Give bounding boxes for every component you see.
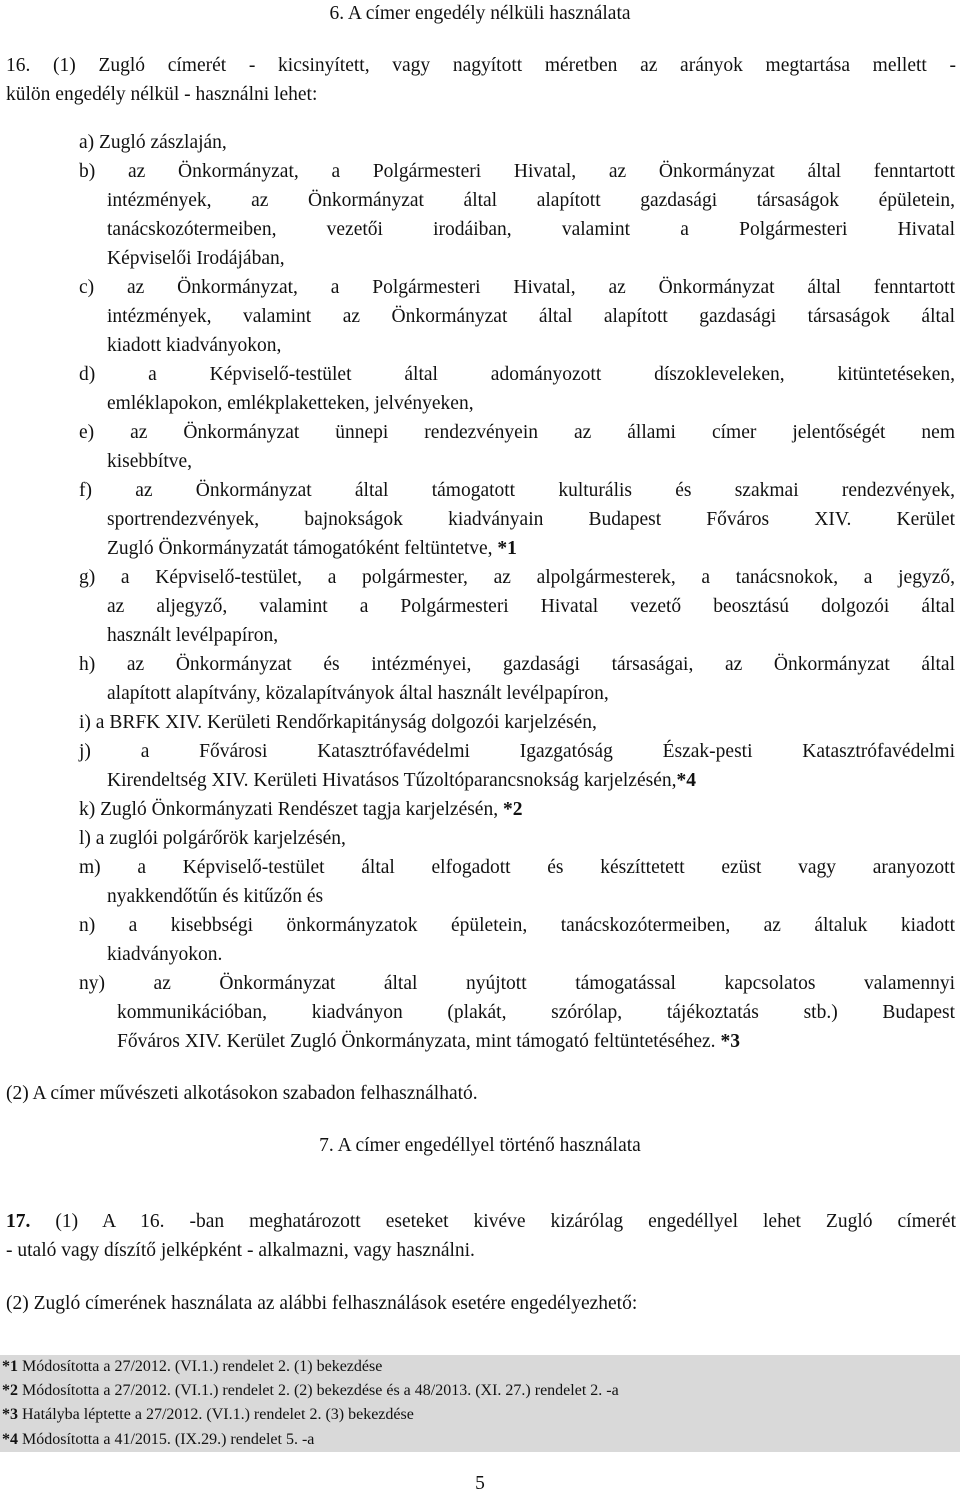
list-item-m-line2: nyakkendőtűn és kitűzőn és: [107, 886, 324, 907]
footnote-mark: *2: [2, 1382, 18, 1400]
list-item-f-line3-text: Zugló Önkormányzatát támogatóként feltüntetve,: [107, 538, 498, 559]
list-item-g-line3: használt levélpapíron,: [107, 625, 279, 646]
list-item-f-line1: f) az Önkormányzat által támogatott kulturális és szakmai rendezvények,: [79, 480, 955, 501]
list-item-c-line2: intézmények, valamint az Önkormányzat által alapított gazdasági társaságok által: [107, 306, 955, 327]
footnote-ref-4[interactable]: *4: [676, 770, 696, 791]
list-item-h-line2: alapított alapítvány, közalapítványok által használt levélpapíron,: [107, 683, 609, 704]
list-item-k-text: k) Zugló Önkormányzati Rendészet tagja karjelzésén,: [79, 799, 503, 820]
list-item-m-line1: m) a Képviselő-testület által elfogadott és készíttetett ezüst vagy aranyozott: [79, 857, 955, 878]
footnote-mark: *4: [2, 1430, 18, 1448]
section-7-heading: 7. A címer engedéllyel történő használata: [319, 1135, 641, 1156]
section-16-para1-line1: 16. (1) Zugló címerét - kicsinyített, vagy nagyított méretben az arányok megtartása mellett -: [6, 55, 956, 76]
list-item-b-line3: tanácskozótermeiben, vezetői irodáiban, valamint a Polgármesteri Hivatal: [107, 219, 955, 240]
footnotes-block: [0, 1355, 960, 1452]
footnote-text: Módosította a 41/2015. (IX.29.) rendelet 5. -a: [18, 1430, 315, 1448]
list-item-j-line2-text: Kirendeltség XIV. Kerületi Hivatásos Tűzoltóparancsnokság karjelzésén,: [107, 770, 677, 791]
section-17-para2: (2) Zugló címerének használata az alábbi felhasználások esetére engedélyezhető:: [6, 1293, 638, 1314]
section-17-para1-line2: - utaló vagy díszítő jelképként - alkalmazni, vagy használni.: [6, 1240, 475, 1261]
section-16-para1-line2: külön engedély nélkül - használni lehet:: [6, 84, 318, 105]
list-item-ny-line2: kommunikációban, kiadványon (plakát, szórólap, tájékoztatás stb.) Budapest: [117, 1002, 955, 1023]
list-item-j-line2: [107, 767, 696, 796]
list-item-ny-line3: [117, 1028, 740, 1057]
list-item-b-line4: Képviselői Irodájában,: [107, 248, 285, 269]
footnote-ref-1[interactable]: *1: [497, 538, 517, 559]
section-17-para1-line1-text: (1) A 16. -ban meghatározott eseteket kivéve kizárólag engedéllyel lehet Zugló címerét: [30, 1211, 956, 1232]
list-item-d-line1: d) a Képviselő-testület által adományozott díszokleveleken, kitüntetéseken,: [79, 364, 955, 385]
section-17-number: 17.: [6, 1211, 31, 1232]
list-item-b-line2: intézmények, az Önkormányzat által alapított gazdasági társaságok épületein,: [107, 190, 955, 211]
list-item-n-line2: kiadványokon.: [107, 944, 223, 965]
list-item-h-line1: h) az Önkormányzat és intézményei, gazdasági társaságai, az Önkormányzat által: [79, 654, 955, 675]
section-17-para1-line1: [6, 1208, 956, 1237]
footnote-2: [0, 1379, 960, 1403]
page-number: 5: [475, 1473, 485, 1494]
list-item-j-line1: j) a Fővárosi Katasztrófavédelmi Igazgatóság Észak-pesti Katasztrófavédelmi: [79, 741, 955, 762]
footnote-ref-3[interactable]: *3: [720, 1031, 740, 1052]
footnote-mark: *1: [2, 1358, 18, 1375]
list-item-b-line1: b) az Önkormányzat, a Polgármesteri Hivatal, az Önkormányzat által fenntartott: [79, 161, 955, 182]
list-item-ny-line3-text: Főváros XIV. Kerület Zugló Önkormányzata, mint támogató feltüntetéséhez.: [117, 1031, 721, 1052]
footnote-mark: *3: [2, 1406, 18, 1424]
list-item-c-line3: kiadott kiadványokon,: [107, 335, 282, 356]
list-item-k: [79, 796, 522, 825]
list-item-g-line1: g) a Képviselő-testület, a polgármester, az alpolgármesterek, a tanácsnokok, a jegyző,: [79, 567, 955, 588]
footnote-text: Módosította a 27/2012. (VI.1.) rendelet 2. (2) bekezdése és a 48/2013. (XI. 27.) rendelet 2. -a: [18, 1382, 619, 1400]
footnote-ref-2[interactable]: *2: [502, 799, 523, 820]
footnote-text: Hatályba léptette a 27/2012. (VI.1.) rendelet 2. (3) bekezdése: [18, 1406, 414, 1424]
list-item-a: a) Zugló zászlaján,: [79, 132, 227, 153]
footnote-1: [0, 1355, 960, 1379]
section-16-para2: (2) A címer művészeti alkotásokon szabadon felhasználható.: [6, 1083, 478, 1104]
list-item-e-line1: e) az Önkormányzat ünnepi rendezvényein az állami címer jelentőségét nem: [79, 422, 955, 443]
list-item-d-line2: emléklapokon, emlékplaketteken, jelvényeken,: [107, 393, 474, 414]
list-item-c-line1: c) az Önkormányzat, a Polgármesteri Hivatal, az Önkormányzat által fenntartott: [79, 277, 955, 298]
list-item-f-line2: sportrendezvények, bajnokságok kiadványain Budapest Főváros XIV. Kerület: [107, 509, 955, 530]
list-item-f-line3: [107, 535, 517, 564]
list-item-i: i) a BRFK XIV. Kerületi Rendőrkapitányság dolgozói karjelzésén,: [79, 712, 597, 733]
footnote-text: Módosította a 27/2012. (VI.1.) rendelet 2. (1) bekezdése: [18, 1358, 383, 1375]
footnote-3: [0, 1403, 960, 1427]
section-6-heading: 6. A címer engedély nélküli használata: [329, 3, 631, 24]
list-item-l: l) a zuglói polgárőrök karjelzésén,: [79, 828, 346, 849]
list-item-e-line2: kisebbítve,: [107, 451, 193, 472]
list-item-g-line2: az aljegyző, valamint a Polgármesteri Hivatal vezető beosztású dolgozói által: [107, 596, 955, 617]
list-item-n-line1: n) a kisebbségi önkormányzatok épületein, tanácskozótermeiben, az általuk kiadott: [79, 915, 955, 936]
footnote-4: [0, 1428, 960, 1452]
list-item-ny-line1: ny) az Önkormányzat által nyújtott támogatással kapcsolatos valamennyi: [79, 973, 955, 994]
